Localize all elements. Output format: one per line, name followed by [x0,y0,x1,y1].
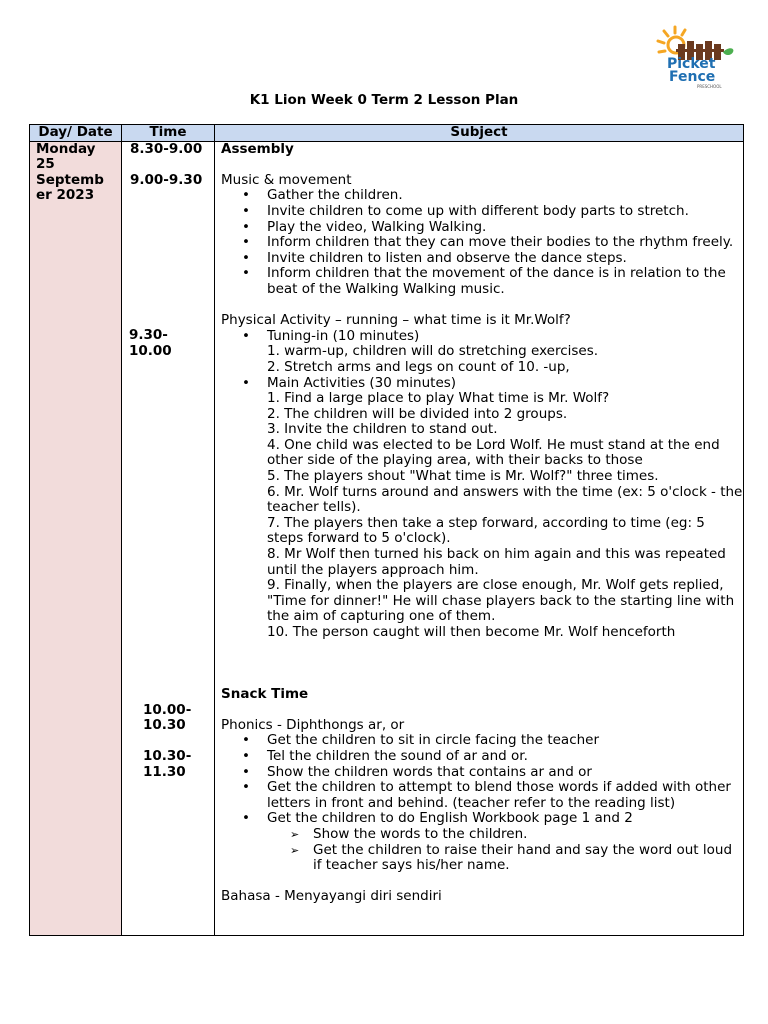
time-physical-end: 10.00 [129,342,172,359]
physical-main-list [221,376,743,392]
time-phonics-end: 11.30 [143,763,186,780]
list-item: 1. warm-up, children will do stretching exercises. [267,343,599,360]
time-music: 9.00-9.30 [130,171,203,188]
main-steps [221,391,743,641]
lesson-plan-table [29,124,744,936]
list-item: 5. The players shout "What time is Mr. Wolf?" three times. [267,468,659,485]
logo-text-picket: Picket [667,56,716,72]
document-title: K1 Lion Week 0 Term 2 Lesson Plan [249,92,519,108]
list-item: 4. One child was elected to be Lord Wolf. He must stand at the end other side of the playing area, with their backs to those [267,436,720,469]
time-snack-end: 10.30 [143,717,186,734]
physical-tuning-list [221,329,743,345]
list-item: • Tuning-in (10 minutes) [267,329,743,345]
list-item: ➢ Get the children to raise their hand and say the word out loud if teacher says his/her name. [313,843,743,874]
month-part-1: Septemb [36,171,104,188]
header-subject: Subject [215,125,744,142]
time-assembly: 8.30-9.00 [130,140,203,157]
list-item: • Main Activities (30 minutes) [267,376,743,392]
list-item: 7. The players then take a step forward, according to time (eg: 5 steps forward to 5 o'clock). [267,514,705,547]
physical-heading: Physical Activity – running – what time is it Mr.Wolf? [221,312,571,329]
tuning-steps [221,344,743,375]
list-item: • Tel the children the sound of ar and or. [267,749,743,765]
list-item: • Invite children to come up with different body parts to stretch. [267,204,743,220]
list-item: 8. Mr Wolf then turned his back on him again and this was repeated until the players approach him. [267,546,726,578]
time-physical-start: 9.30- [129,327,168,344]
header-day-date: Day/ Date [30,125,122,142]
snack-heading: Snack Time [221,685,309,702]
time-phonics-start: 10.30- [143,748,192,765]
logo-text-preschool: PRESCHOOL [697,84,722,89]
picket-fence-logo [655,24,735,90]
time-cell [122,141,215,935]
phonics-heading: Phonics - Diphthongs ar, or [221,716,405,733]
list-item: • Get the children to do English Workbook page 1 and 2 [267,811,743,827]
day-name: Monday [36,140,96,157]
list-item: 9. Finally, when the players are close enough, Mr. Wolf gets replied, "Time for dinner!" He will chase players back to the starting line with the aim of capturing one of them. [267,577,735,625]
day-number: 25 [36,156,55,173]
time-snack-start: 10.00- [143,701,192,718]
logo-text-fence: Fence [669,69,716,85]
list-item: • Get the children to sit in circle facing the teacher [267,733,743,749]
assembly-heading: Assembly [221,140,294,157]
list-item: • Inform children that the movement of the dance is in relation to the beat of the Walking Walking music. [267,266,743,297]
month-part-2: er 2023 [36,187,95,204]
list-item: • Get the children to attempt to blend those words if added with other letters in front and behind. (teacher refer to the reading list) [267,780,743,811]
list-item: 10. The person caught will then become Mr. Wolf henceforth [267,624,676,640]
phonics-sub-list [221,827,743,874]
list-item: 1. Find a large place to play What time is Mr. Wolf? [267,390,610,407]
list-item: ➢ Show the words to the children. [313,827,743,843]
list-item: • Show the children words that contains ar and or [267,765,743,781]
list-item: 2. The children will be divided into 2 groups. [267,405,568,422]
list-item: • Inform children that they can move their bodies to the rhythm freely. [267,235,743,251]
music-list [221,188,743,297]
bahasa-heading: Bahasa - Menyayangi diri sendiri [221,888,442,905]
music-heading: Music & movement [221,171,352,188]
phonics-list [221,733,743,827]
list-item: • Gather the children. [267,188,743,204]
list-item: • Invite children to listen and observe the dance steps. [267,251,743,267]
list-item: 2. Stretch arms and legs on count of 10. -up, [267,358,570,375]
list-item: • Play the video, Walking Walking. [267,220,743,236]
list-item: 3. Invite the children to stand out. [267,421,498,438]
subject-cell [215,141,744,935]
header-time: Time [122,125,215,142]
list-item: 6. Mr. Wolf turns around and answers with the time (ex: 5 o'clock - the teacher tells). [267,483,743,516]
day-date-cell [30,141,122,935]
